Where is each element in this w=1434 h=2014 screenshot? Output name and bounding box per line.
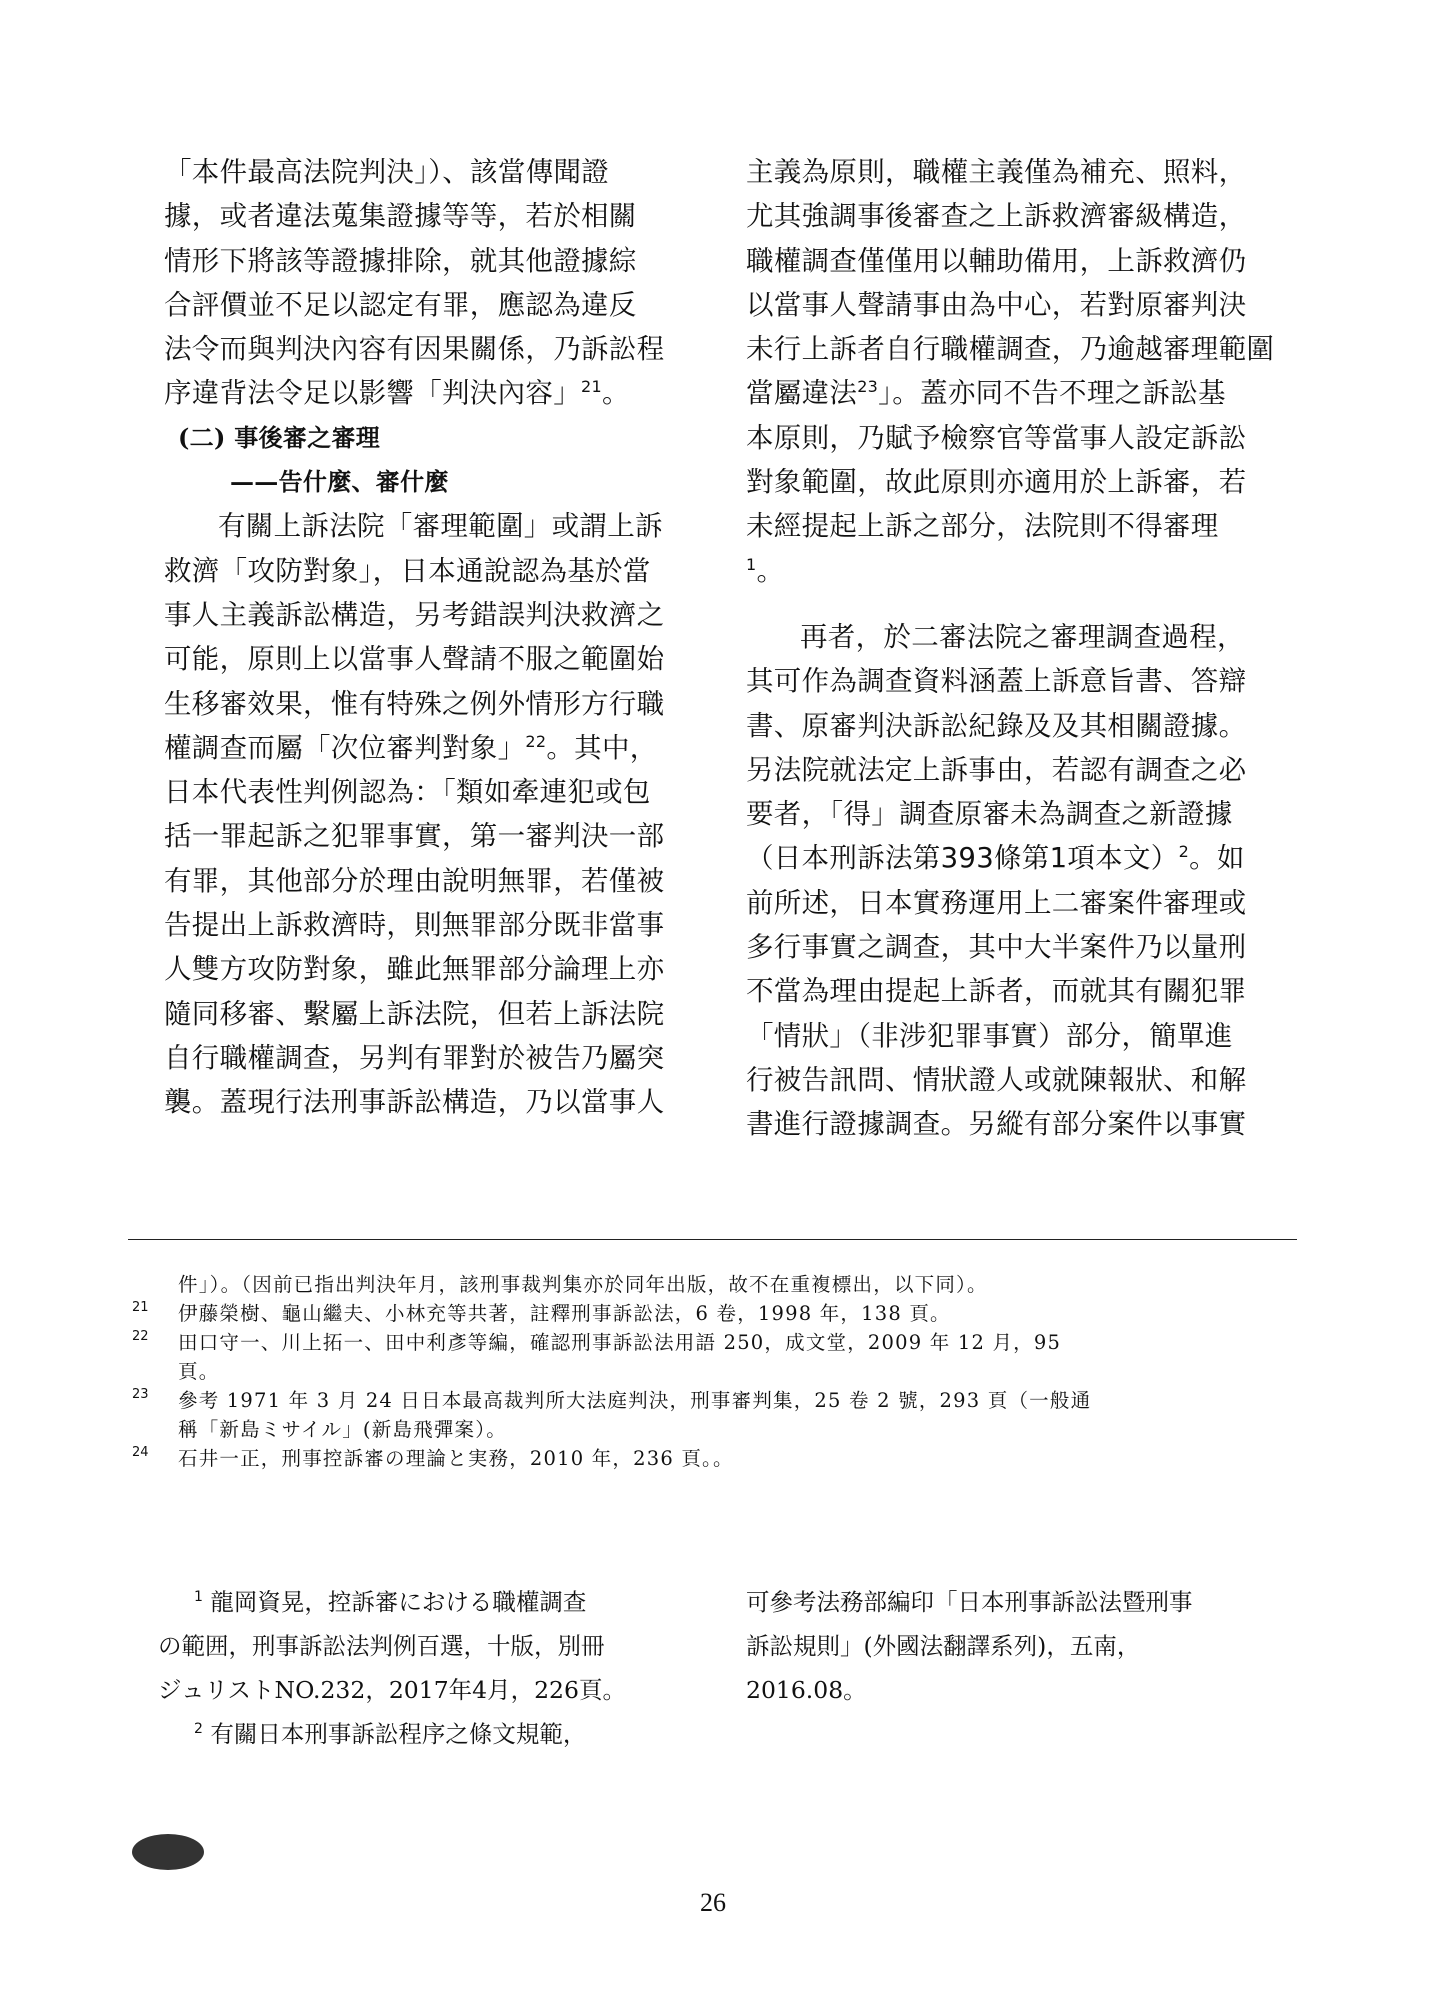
text-run: 」。蓋亦同不告不理之訴訟基: [878, 377, 1226, 410]
note-line: [158, 1580, 678, 1624]
note-line: の範囲，刑事訴訟法判例百選，十版，別冊: [158, 1632, 605, 1660]
text-line: 本原則，乃賦予檢察官等當事人設定訴訟: [746, 421, 1247, 454]
section-heading: (二) 事後審之審理: [178, 422, 381, 452]
text-line: 「情狀」（非涉犯罪事實）部分，簡單進: [746, 1019, 1233, 1052]
text-line: 救濟「攻防對象」，日本通說認為基於當: [164, 554, 651, 587]
text-line: 襲。蓋現行法刑事訴訟構造，乃以當事人: [164, 1086, 665, 1119]
footnote-21: [132, 1299, 1302, 1328]
paragraph-gap: [746, 593, 1296, 615]
footnote-text: 參考 1971 年 3 月 24 日日本最高裁判所大法庭判決，刑事審判集，25 卷 2 號，293 頁（一般通: [178, 1389, 1092, 1412]
text-line: 主義為原則，職權主義僅為補充、照料，: [746, 156, 1247, 188]
note-line: ジュリストNO.232，2017年4月，226頁。: [158, 1676, 626, 1704]
text-run: 權調查而屬「次位審判對象」: [164, 731, 526, 764]
text-line: 生移審效果，惟有特殊之例外情形方行職: [164, 687, 665, 720]
text-line: 法令而與判決內容有因果關係，乃訴訟程: [164, 333, 665, 366]
text-line: 日本代表性判例認為：「類如牽連犯或包: [164, 776, 651, 809]
text-line: 書進行證據調查。另縱有部分案件以事實: [746, 1108, 1247, 1141]
text-run: 序違背法令足以影響「判決內容」: [164, 377, 581, 410]
text-line: 其可作為調查資料涵蓋上訴意旨書、答辯: [746, 665, 1247, 698]
text-line: 有罪，其他部分於理由說明無罪，若僅被: [164, 864, 665, 897]
text-line: 尤其強調事後審查之上訴救濟審級構造，: [746, 200, 1247, 233]
text-line: 可能，原則上以當事人聲請不服之範圍始: [164, 643, 665, 676]
note-line: 2016.08。: [746, 1676, 867, 1704]
text-line: 自行職權調查，另判有罪對於被告乃屬突: [164, 1041, 665, 1074]
footnote-text: 稱「新島ミサイル」(新島飛彈案）。: [178, 1418, 507, 1441]
footnote-22: [132, 1328, 1302, 1357]
text-line: 人雙方攻防對象，雖此無罪部分論理上亦: [164, 953, 665, 986]
text-line: [746, 836, 1296, 880]
page-number: 26: [700, 1888, 726, 1917]
footnote-text: 石井一正，刑事控訴審の理論と実務，2010 年，236 頁。。: [178, 1447, 734, 1470]
text-line: 事人主義訴訟構造，另考錯誤判決救濟之: [164, 598, 665, 631]
section-subheading: ——告什麼、審什麼: [230, 467, 449, 497]
text-run: 。其中，: [546, 731, 658, 764]
text-line: 未經提起上訴之部分，法院則不得審理: [746, 510, 1219, 543]
text-line: 「本件最高法院判決」）、該當傳聞證: [164, 156, 610, 188]
text-line: 括一罪起訴之犯罪事實，第一審判決一部: [164, 820, 665, 853]
footnotes: [132, 1270, 1302, 1473]
text-run: 有關日本刑事訴訟程序之條文規範，: [210, 1720, 587, 1748]
note-line: 訴訟規則」(外國法翻譯系列)，五南，: [746, 1632, 1141, 1660]
footnote-number: 22: [132, 1329, 149, 1344]
footnote-number: 21: [132, 1300, 149, 1315]
text-line: 不當為理由提起上訴者，而就其有關犯罪: [746, 975, 1247, 1008]
text-line: 有關上訴法院「審理範圍」或謂上訴: [218, 510, 663, 543]
text-line: [164, 371, 694, 415]
note-line: 可參考法務部編印「日本刑事訴訟法暨刑事: [746, 1588, 1193, 1616]
footnote-separator: [128, 1239, 1297, 1240]
decorative-oval-icon: [132, 1834, 204, 1870]
footnote-number: 24: [132, 1445, 149, 1460]
text-line: 以當事人聲請事由為中心，若對原審判決: [746, 288, 1247, 321]
text-line: 再者，於二審法院之審理調查過程，: [800, 620, 1245, 653]
text-line: 告提出上訴救濟時，則無罪部分既非當事: [164, 909, 665, 942]
text-line: 前所述，日本實務運用上二審案件審理或: [746, 886, 1247, 919]
footnote-ref-21[interactable]: 21: [581, 377, 602, 397]
note-line: [158, 1712, 678, 1756]
footnote-ref-1[interactable]: 1: [746, 554, 757, 574]
footnote-ref-23[interactable]: 23: [857, 377, 879, 397]
text-line: 情形下將該等證據排除，就其他證據綜: [164, 244, 637, 277]
text-line: [746, 549, 1296, 593]
footnote-23: [132, 1386, 1302, 1415]
text-run: 。: [756, 554, 785, 587]
text-line: 隨同移審、繫屬上訴法院，但若上訴法院: [164, 997, 665, 1030]
text-run: 龍岡資晃，控訴審における職權調查: [210, 1588, 587, 1616]
text-line: 職權調查僅僅用以輔助備用，上訴救濟仍: [746, 244, 1247, 277]
text-line: [746, 371, 1296, 415]
text-line: 要者，「得」調查原審未為調查之新證據: [746, 798, 1233, 831]
footnote-text: 頁。: [178, 1360, 220, 1383]
text-line: 書、原審判決訴訟紀錄及及其相關證據。: [746, 709, 1247, 742]
text-line: 對象範圍，故此原則亦適用於上訴審，若: [746, 466, 1247, 499]
left-column: [164, 150, 694, 1125]
footnote-text: 伊藤榮樹、龜山繼夫、小林充等共著，註釋刑事訴訟法，6 卷，1998 年，138 頁。: [178, 1302, 951, 1325]
footnote-ref-2[interactable]: 2: [1178, 842, 1190, 862]
footnote-24: [132, 1444, 1302, 1473]
text-line: 行被告訊問、情狀證人或就陳報狀、和解: [746, 1063, 1247, 1096]
footnote-text: 田口守一、川上拓一、田中利彥等編，確認刑事訴訟法用語 250，成文堂，2009 年 12 月，95: [178, 1331, 1062, 1354]
text-run: 當屬違法: [746, 377, 858, 410]
text-run: 。: [601, 377, 630, 410]
bottom-notes-left: [158, 1580, 678, 1756]
note-number-2: 2: [194, 1721, 203, 1738]
text-line: 合評價並不足以認定有罪，應認為違反: [164, 288, 637, 321]
text-line: 未行上訴者自行職權調查，乃逾越審理範圍: [746, 333, 1275, 366]
footnote-ref-22[interactable]: 22: [525, 731, 547, 751]
right-column: [746, 150, 1296, 1147]
text-run: （日本刑訴法第393條第1項本文）: [746, 842, 1179, 875]
bottom-notes-right: [746, 1580, 1286, 1712]
footnote-continuation: 件」）。（因前已指出判決年月，該刑事裁判集亦於同年出版，故不在重複標出，以下同）。: [178, 1273, 988, 1296]
text-line: 多行事實之調查，其中大半案件乃以量刑: [746, 931, 1247, 964]
text-run: 。如: [1189, 842, 1245, 875]
text-line: 另法院就法定上訴事由，若認有調查之必: [746, 753, 1247, 786]
text-line: 據，或者違法蒐集證據等等，若於相關: [164, 200, 637, 233]
note-number-1: 1: [194, 1589, 203, 1606]
footnote-number: 23: [132, 1387, 149, 1402]
text-line: [164, 726, 694, 770]
